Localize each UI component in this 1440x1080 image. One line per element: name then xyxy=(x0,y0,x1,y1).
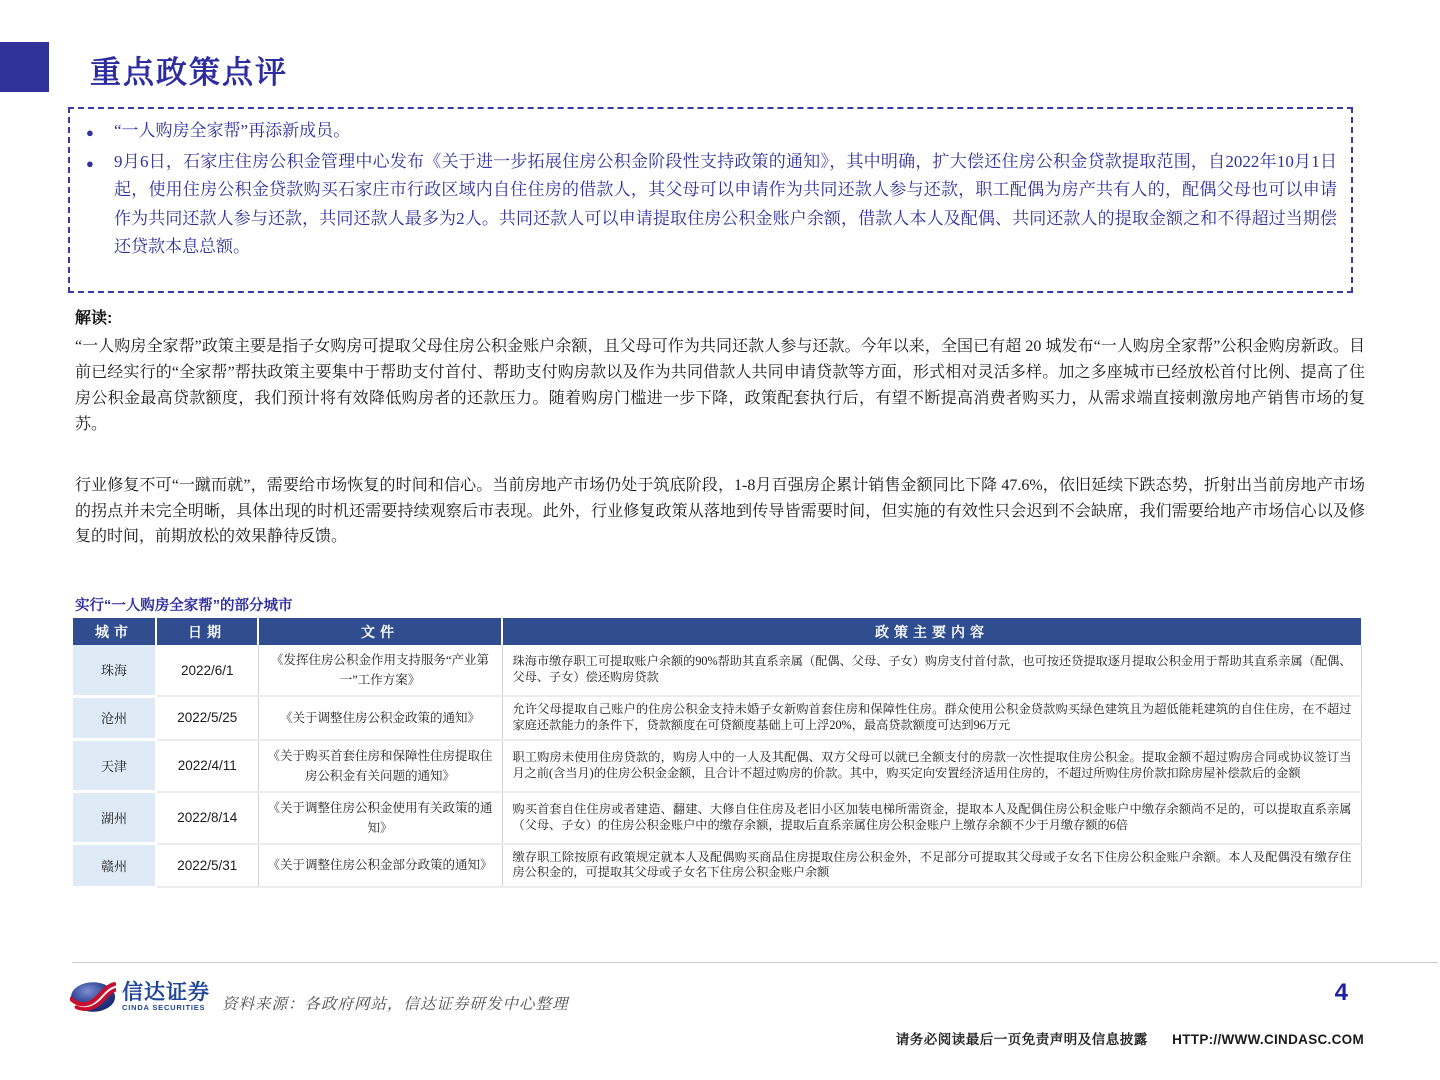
col-header-policy: 政策主要内容 xyxy=(502,618,1361,645)
highlight-bullet-1 xyxy=(86,117,1337,148)
table-title: 实行“一人购房全家帮”的部分城市 xyxy=(75,598,293,614)
policy-cell: 购买首套自住住房或者建造、翻建、大修自住住房及老旧小区加装电梯所需资金，提取本人及配偶住房公积金账户中缴存余额尚不足的，可以提取直系亲属（父母、子女）的住房公积金账户中的缴存余额，提取后直系亲属住房公积金账户上缴存余额不少于月缴存额的6倍 xyxy=(502,792,1361,844)
table-header-row xyxy=(73,618,1361,645)
date-cell: 2022/8/14 xyxy=(156,792,258,844)
policy-cell: 职工购房未使用住房贷款的，购房人中的一人及其配偶、双方父母可以就已全额支付的房款一次性提取住房公积金。提取金额不超过购房合同或协议签订当月之前(含当月)的住房公积金金额，且合计不超过购房的价款。其中，购买定向安置经济适用住房的，不超过所购住房价款扣除房屋补偿款后的金额 xyxy=(502,740,1361,792)
city-cell: 沧州 xyxy=(73,696,156,740)
table-row xyxy=(73,740,1361,792)
date-cell: 2022/6/1 xyxy=(156,645,258,696)
date-cell: 2022/5/31 xyxy=(156,844,258,888)
bullet-icon: ● xyxy=(86,125,94,140)
highlight-bullet-1-text: “一人购房全家帮”再添新成员。 xyxy=(114,121,351,140)
policy-cell: 允许父母提取自己账户的住房公积金支持未婚子女新购首套住房和保障性住房。群众使用公积金贷款购买绿色建筑且为超低能耗建筑的自住住房，在不超过家庭还款能力的条件下，贷款额度在可贷额度基础上可上浮20%，最高贷款额度可达到96万元 xyxy=(502,696,1361,740)
footer-bottom-row xyxy=(896,1028,1364,1049)
city-cell: 天津 xyxy=(73,740,156,792)
doc-cell: 《关于调整住房公积金使用有关政策的通知》 xyxy=(258,792,502,844)
policy-table xyxy=(73,618,1362,889)
bullet-icon: ● xyxy=(86,155,94,171)
cinda-logo-text xyxy=(122,983,232,1012)
source-note: 资料来源：各政府网站，信达证券研发中心整理 xyxy=(222,996,569,1013)
disclaimer-text: 请务必阅读最后一页免责声明及信息披露 xyxy=(895,1032,1148,1047)
table-row xyxy=(73,696,1361,740)
footer-divider xyxy=(72,962,1438,963)
website-url: HTTP://WWW.CINDASC.COM xyxy=(1172,1032,1364,1047)
logo-name-en: CINDA SECURITIES xyxy=(122,1003,206,1012)
table-row xyxy=(73,645,1361,696)
doc-cell: 《关于购买首套住房和保障性住房提取住房公积金有关问题的通知》 xyxy=(258,740,502,792)
cinda-logo-icon xyxy=(70,981,116,1013)
interpretation-paragraph-2: 行业修复不可“一蹴而就”，需要给市场恢复的时间和信心。当前房地产市场仍处于筑底阶段，1-8月百强房企累计销售金额同比下降 47.6%，依旧延续下跌态势，折射出当前房地产市场的拐点并未完全明晰，具体出现的时机还需要持续观察后市表现。此外，行业修复政策从落地到传导皆需要时间，但实施的有效性只会迟到不会缺席，我们需要给地产市场信心以及修复的时间，前期放松的效果静待反馈。 xyxy=(75,477,1365,545)
policy-cell: 缴存职工除按原有政策规定就本人及配偶购买商品住房提取住房公积金外，不足部分可提取其父母或子女名下住房公积金账户余额。本人及配偶没有缴存住房公积金的，可提取其父母或子女名下住房公积金账户余额 xyxy=(502,844,1361,888)
doc-cell: 《关于调整住房公积金政策的通知》 xyxy=(258,696,502,740)
highlight-bullet-2-text: 9月6日，石家庄住房公积金管理中心发布《关于进一步拓展住房公积金阶段性支持政策的通知》，其中明确，扩大偿还住房公积金贷款提取范围，自2022年10月1日起，使用住房公积金贷款购买石家庄市行政区域内自住住房的借款人，其父母可以申请作为共同还款人参与还款，职工配偶为房产共有人的，配偶父母也可以申请作为共同还款人参与还款，共同还款人最多为2人。共同还款人可以申请提取住房公积金账户余额，借款人本人及配偶、共同还款人的提取金额之和不得超过当期偿还贷款本息总额。 xyxy=(114,151,1337,256)
logo-name-cn: 信达证券 xyxy=(122,981,210,1004)
city-cell: 湖州 xyxy=(73,792,156,844)
city-cell: 赣州 xyxy=(73,844,156,888)
date-cell: 2022/4/11 xyxy=(156,740,258,792)
city-cell: 珠海 xyxy=(73,645,156,696)
table-row xyxy=(73,844,1361,888)
col-header-city: 城市 xyxy=(73,618,156,645)
highlight-bullet-2 xyxy=(86,148,1337,262)
interpretation-paragraph-1: “一人购房全家帮”政策主要是指子女购房可提取父母住房公积金账户余额，且父母可作为共同还款人参与还款。今年以来，全国已有超 20 城发布“一人购房全家帮”公积金购房新政。目前已经实行的“全家帮”帮扶政策主要集中于帮助支付首付、帮助支付购房款以及作为共同借款人共同申请贷款等方面，形式相对灵活多样。加之多座城市已经放松首付比例、提高了住房公积金最高贷款额度，我们预计将有效降低购房者的还款压力。随着购房门槛进一步下降，政策配套执行后，有望不断提高消费者购买力，从需求端直接刺激房地产销售市场的复苏。 xyxy=(75,338,1365,433)
page-number: 4 xyxy=(1334,979,1348,1006)
doc-cell: 《发挥住房公积金作用支持服务“产业第一”工作方案》 xyxy=(258,645,502,696)
interpretation-label: 解读: xyxy=(75,310,113,327)
col-header-date: 日期 xyxy=(156,618,258,645)
key-policy-highlight-box xyxy=(68,107,1353,293)
page-title: 重点政策点评 xyxy=(90,55,288,90)
doc-cell: 《关于调整住房公积金部分政策的通知》 xyxy=(258,844,502,888)
table-row xyxy=(73,792,1361,844)
col-header-doc: 文件 xyxy=(258,618,502,645)
policy-cell: 珠海市缴存职工可提取账户余额的90%帮助其直系亲属（配偶、父母、子女）购房支付首付款，也可按还贷提取逐月提取公积金用于帮助其直系亲属（配偶、父母、子女）偿还购房贷款 xyxy=(502,645,1361,696)
corner-accent-square xyxy=(0,42,49,92)
date-cell: 2022/5/25 xyxy=(156,696,258,740)
